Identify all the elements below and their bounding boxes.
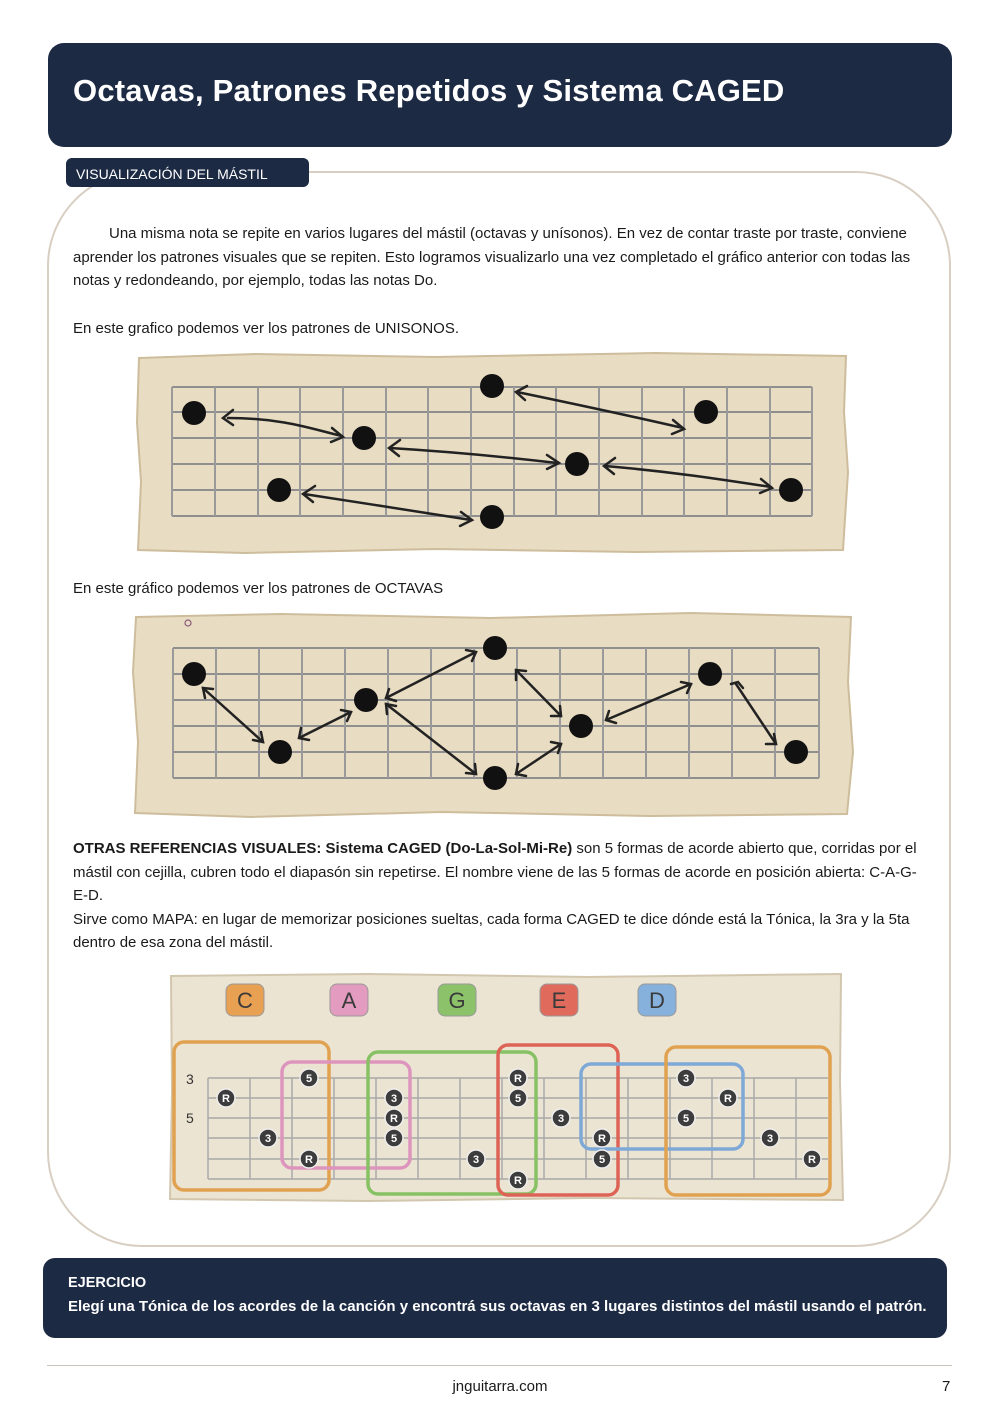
caged-note-fifth	[677, 1109, 695, 1127]
caged-note-third	[385, 1089, 403, 1107]
caged-shape-a-badge	[330, 984, 368, 1016]
footer-divider	[47, 1365, 952, 1366]
caged-note-third	[761, 1129, 779, 1147]
caged-note-fifth	[385, 1129, 403, 1147]
footer-site: jnguitarra.com	[452, 1378, 548, 1395]
caged-shape-d-badge	[638, 984, 676, 1016]
page-number: 7	[942, 1378, 951, 1395]
caged-note-fifth	[593, 1150, 611, 1168]
svg-text:5: 5	[598, 1154, 606, 1166]
caged-note-third	[552, 1109, 570, 1127]
exercise-title: EJERCICIO	[68, 1275, 147, 1291]
caged-note-fifth	[300, 1069, 318, 1087]
svg-text:5: 5	[305, 1073, 313, 1085]
svg-text:3: 3	[682, 1073, 690, 1085]
svg-text:3: 3	[557, 1113, 565, 1125]
svg-text:C: C	[237, 988, 253, 1013]
unisonos-fretboard-diagram	[135, 352, 850, 554]
page-header	[48, 43, 952, 147]
svg-text:R: R	[514, 1175, 522, 1187]
caged-paragraph	[73, 837, 923, 955]
svg-text:G: G	[448, 988, 466, 1013]
unisonos-caption: En este grafico podemos ver los patrones de UNISONOS.	[73, 320, 460, 337]
svg-text:E: E	[551, 988, 567, 1013]
svg-text:R: R	[514, 1073, 522, 1085]
svg-text:5: 5	[682, 1113, 690, 1125]
svg-text:3: 3	[264, 1133, 272, 1145]
caged-shape-c-badge	[226, 984, 264, 1016]
svg-text:3: 3	[766, 1133, 774, 1145]
octavas-fretboard-diagram	[131, 612, 855, 818]
svg-text:R: R	[222, 1093, 230, 1105]
caged-note-root	[803, 1150, 821, 1168]
page-title: Octavas, Patrones Repetidos y Sistema CAGED	[73, 73, 785, 108]
svg-text:3: 3	[472, 1154, 480, 1166]
caged-title: OTRAS REFERENCIAS VISUALES: Sistema CAGED (Do-La-Sol-Mi-Re)	[73, 840, 573, 857]
svg-text:R: R	[808, 1154, 816, 1166]
svg-text:R: R	[724, 1093, 732, 1105]
caged-note-fifth	[509, 1089, 527, 1107]
section-label: VISUALIZACIÓN DEL MÁSTIL	[66, 158, 309, 187]
svg-text:R: R	[305, 1154, 313, 1166]
svg-text:3: 3	[390, 1093, 398, 1105]
caged-note-root	[509, 1171, 527, 1189]
caged-note-root	[217, 1089, 235, 1107]
caged-note-root	[509, 1069, 527, 1087]
fret-number-5: 5	[186, 1110, 194, 1126]
exercise-text: Elegí una Tónica de los acordes de la canción y encontrá sus octavas en 3 lugares distintos del mástil usando el patrón.	[68, 1298, 927, 1315]
octavas-caption: En este gráfico podemos ver los patrones de OCTAVAS	[73, 580, 444, 597]
caged-note-root	[300, 1150, 318, 1168]
svg-text:5: 5	[514, 1093, 522, 1105]
fret-number-3: 3	[186, 1071, 194, 1087]
intro-paragraph: Una misma nota se repite en varios lugares del mástil (octavas y unísonos). En vez de contar traste por traste, conviene aprender los patrones visuales que se repiten. Esto logramos visualizarlo una vez completado el gráfico anterior con todas las notas y redondeando, por ejemplo, todas las notas Do.	[73, 225, 911, 289]
caged-note-third	[467, 1150, 485, 1168]
caged-fretboard-diagram	[168, 972, 844, 1202]
svg-text:R: R	[598, 1133, 606, 1145]
caged-shape-g-badge	[438, 984, 476, 1016]
svg-text:D: D	[649, 988, 665, 1013]
caged-note-root	[719, 1089, 737, 1107]
exercise-box	[43, 1258, 947, 1338]
svg-text:5: 5	[390, 1133, 398, 1145]
caged-shape-e-badge	[540, 984, 578, 1016]
svg-text:R: R	[390, 1113, 398, 1125]
svg-text:A: A	[341, 988, 357, 1013]
caged-description: son 5 formas de acorde abierto que, corridas por el mástil con cejilla, cubren todo el diapasón sin repetirse. El nombre viene de las 5 formas de acorde en posición abierta: C-A-G-E-D.	[73, 840, 917, 904]
caged-note-third	[677, 1069, 695, 1087]
caged-note-root	[593, 1129, 611, 1147]
caged-map-text: Sirve como MAPA: en lugar de memorizar posiciones sueltas, cada forma CAGED te dice dónde está la Tónica, la 3ra y la 5ta dentro de esa zona del mástil.	[73, 910, 910, 951]
caged-note-root	[385, 1109, 403, 1127]
caged-note-third	[259, 1129, 277, 1147]
